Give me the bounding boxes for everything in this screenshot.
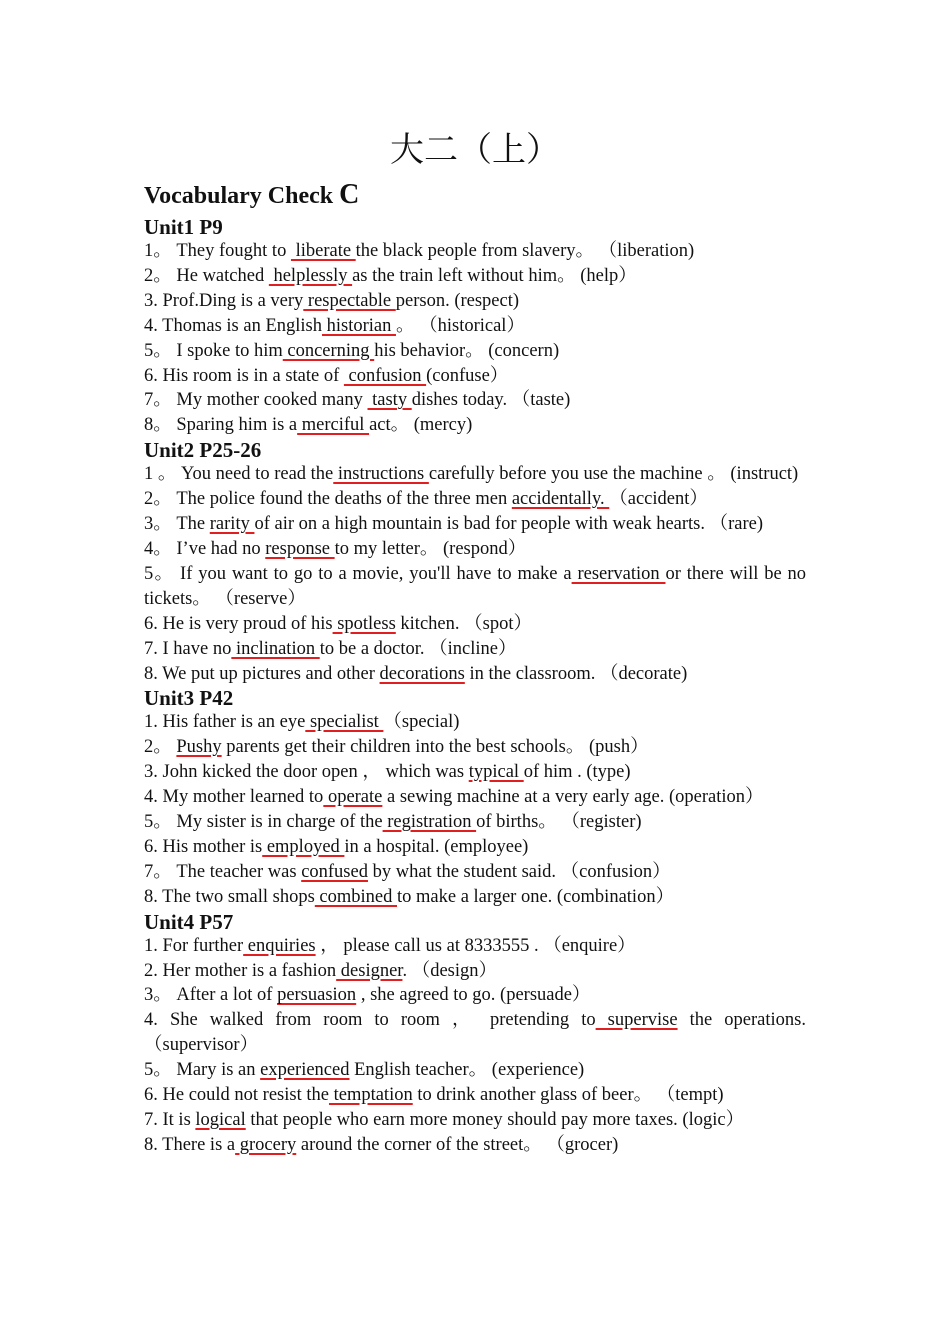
- units-container: [144, 215, 806, 1158]
- item-text-after: around the corner of the street。 （grocer): [296, 1134, 619, 1155]
- item-text-after: a sewing machine at a very early age. (operation）: [382, 787, 764, 808]
- item-text-before: 3. John kicked the door open ， which was: [144, 762, 469, 783]
- item-text-after: parents get their children into the best schools。 (push）: [221, 737, 649, 758]
- exercise-item: [144, 1108, 806, 1133]
- item-text-after: to drink another glass of beer。 （tempt): [412, 1085, 724, 1106]
- answer-word: Pushy: [176, 737, 222, 758]
- item-text-after: (confuse）: [426, 365, 509, 386]
- answer-word: operate: [323, 787, 383, 808]
- exercise-item: [144, 512, 806, 537]
- item-text-after: . （design）: [402, 960, 497, 981]
- exercise-item: [144, 1058, 806, 1083]
- document-page: [144, 128, 806, 1158]
- item-text-before: 6. He could not resist the: [144, 1085, 329, 1106]
- answer-word: historian: [321, 315, 396, 336]
- answer-word: accidentally.: [511, 489, 610, 510]
- answer-word: response: [265, 538, 335, 559]
- item-text-before: 8。 Sparing him is a: [144, 415, 298, 436]
- exercise-item: [144, 612, 806, 637]
- item-text-before: 4。 I’ve had no: [144, 538, 266, 559]
- exercise-item: [144, 413, 806, 438]
- exercise-item: [144, 1133, 806, 1158]
- exercise-item: [144, 264, 806, 289]
- exercise-item: [144, 735, 806, 760]
- section-letter: C: [339, 179, 360, 210]
- exercise-item: [144, 785, 806, 810]
- item-text-before: 8. We put up pictures and other: [144, 663, 380, 684]
- exercise-item: [144, 562, 806, 612]
- item-text-before: 5。 My sister is in charge of the: [144, 812, 383, 833]
- item-text-after: English teacher。 (experience): [349, 1060, 585, 1081]
- item-text-before: 4. She walked from room to room ， pretending to: [144, 1010, 596, 1031]
- item-text-after: in a hospital. (employee): [344, 836, 529, 857]
- item-text-before: 1. His father is an eye: [144, 712, 306, 733]
- exercise-item: [144, 289, 806, 314]
- item-text-before: 1。 They fought to: [144, 241, 291, 261]
- item-text-before: 8. The two small shops: [144, 886, 315, 907]
- item-text-after: act。 (mercy): [369, 415, 473, 436]
- item-text-before: 2. Her mother is a fashion: [144, 960, 337, 981]
- item-text-after: （accident）: [609, 489, 708, 510]
- item-text-before: 7。 My mother cooked many: [144, 390, 368, 411]
- answer-word: persuasion: [277, 985, 357, 1006]
- exercise-item: [144, 934, 806, 959]
- item-text-before: 3。 After a lot of: [144, 985, 278, 1006]
- answer-word: registration: [382, 812, 477, 833]
- exercise-item: [144, 637, 806, 662]
- exercise-item: [144, 710, 806, 735]
- item-text-before: 7。 The teacher was: [144, 861, 302, 882]
- answer-word: employed: [262, 836, 345, 857]
- unit-heading: Unit4 P57: [144, 909, 234, 934]
- answer-word: helplessly: [268, 265, 353, 286]
- exercise-item: [144, 662, 806, 687]
- item-text-before: 4. Thomas is an English: [144, 315, 322, 336]
- exercise-item: [144, 885, 806, 910]
- item-text-after: person. (respect): [395, 290, 520, 311]
- item-text-after: as the train left without him。 (help）: [352, 265, 637, 286]
- exercise-item: [144, 1008, 806, 1058]
- answer-word: confusion: [343, 365, 427, 386]
- item-text-after: to my letter。 (respond）: [334, 538, 527, 559]
- page-title: 大二（上）: [390, 130, 560, 170]
- answer-word: designer: [336, 960, 403, 981]
- answer-word: inclination: [231, 638, 320, 659]
- item-text-after: by what the student said. （confusion）: [367, 861, 671, 882]
- item-text-after: carefully before you use the machine 。 (instruct): [428, 464, 799, 485]
- item-text-before: 8. There is a: [144, 1134, 236, 1155]
- item-text-after: of births。 （register): [476, 812, 642, 833]
- answer-word: instructions: [333, 464, 429, 485]
- unit-heading: Unit2 P25-26: [144, 438, 262, 463]
- answer-word: merciful: [297, 415, 370, 436]
- item-text-before: 7. I have no: [144, 638, 232, 659]
- item-text-after: that people who earn more money should pay more taxes. (logic）: [245, 1110, 745, 1130]
- item-text-after: of air on a high mountain is bad for people with weak hearts. （rare): [254, 514, 764, 535]
- item-text-before: 7. It is: [144, 1110, 196, 1130]
- item-text-before: 5。 If you want to go to a movie, you'll have to make a: [144, 563, 572, 584]
- item-text-after: in the classroom. （decorate): [464, 663, 688, 684]
- item-text-before: 2。 He watched: [144, 265, 269, 286]
- answer-word: typical: [468, 762, 524, 783]
- answer-word: spotless: [332, 613, 396, 634]
- section-heading: [144, 178, 806, 213]
- answer-word: reservation: [571, 563, 666, 584]
- item-text-after: to make a larger one. (combination）: [397, 886, 675, 907]
- item-text-after: dishes today. （taste): [411, 390, 571, 411]
- exercise-item: [144, 364, 806, 389]
- exercise-item: [144, 239, 806, 264]
- item-text-before: 2。 The police found the deaths of the three men: [144, 489, 512, 510]
- answer-word: respectable: [303, 290, 396, 311]
- item-text-before: 3. Prof.Ding is a very: [144, 290, 304, 311]
- item-text-before: 1. For further: [144, 935, 244, 956]
- answer-word: combined: [314, 886, 397, 907]
- answer-word: concerning: [282, 340, 375, 361]
- item-text-after: the black people from slavery。 （liberation): [355, 241, 695, 261]
- item-text-before: 3。 The: [144, 514, 210, 535]
- exercise-item: [144, 314, 806, 339]
- item-text-before: 5。 Mary is an: [144, 1060, 261, 1081]
- item-text-before: 1 。 You need to read the: [144, 464, 334, 485]
- exercise-item: [144, 835, 806, 860]
- unit-heading: Unit1 P9: [144, 215, 223, 239]
- exercise-item: [144, 388, 806, 413]
- item-text-after: the operations. （supervisor）: [144, 1010, 806, 1056]
- exercise-item: [144, 339, 806, 364]
- exercise-item: [144, 1083, 806, 1108]
- item-text-after: of him . (type): [523, 762, 631, 783]
- answer-word: specialist: [305, 712, 384, 733]
- answer-word: grocery: [235, 1134, 297, 1155]
- item-text-before: 5。 I spoke to him: [144, 340, 283, 361]
- item-text-after: ， please call us at 8333555 . （enquire）: [315, 935, 636, 956]
- answer-word: experienced: [260, 1060, 350, 1081]
- item-text-after: , she agreed to go. (persuade）: [356, 985, 591, 1006]
- answer-word: logical: [195, 1110, 246, 1130]
- answer-word: supervise: [595, 1010, 678, 1031]
- item-text-after: kitchen. （spot）: [395, 613, 532, 634]
- answer-word: confused: [301, 861, 368, 882]
- exercise-item: [144, 760, 806, 785]
- item-text-after: his behavior。 (concern): [374, 340, 560, 361]
- item-text-after: 。 （historical）: [395, 315, 525, 336]
- item-text-before: 2。: [144, 737, 177, 758]
- answer-word: enquiries: [243, 935, 316, 956]
- unit-heading: Unit3 P42: [144, 686, 234, 711]
- exercise-item: [144, 462, 806, 487]
- exercise-item: [144, 983, 806, 1008]
- exercise-item: [144, 860, 806, 885]
- item-text-after: （special): [383, 712, 460, 733]
- exercise-item: [144, 537, 806, 562]
- item-text-before: 6. His mother is: [144, 836, 263, 857]
- item-text-before: 6. He is very proud of his: [144, 613, 333, 634]
- item-text-before: 4. My mother learned to: [144, 787, 324, 808]
- answer-word: decorations: [379, 663, 465, 684]
- section-label: Vocabulary Check: [144, 183, 340, 209]
- exercise-item: [144, 487, 806, 512]
- item-text-after: to be a doctor. （incline）: [319, 638, 517, 659]
- item-text-before: 6. His room is in a state of: [144, 365, 344, 386]
- answer-word: tasty: [367, 390, 412, 411]
- exercise-item: [144, 959, 806, 984]
- answer-word: temptation: [328, 1085, 413, 1106]
- answer-word: rarity: [209, 514, 255, 535]
- exercise-item: [144, 810, 806, 835]
- answer-word: liberate: [290, 241, 356, 261]
- item-text-after: or there will be no tickets。 （reserve）: [144, 563, 807, 609]
